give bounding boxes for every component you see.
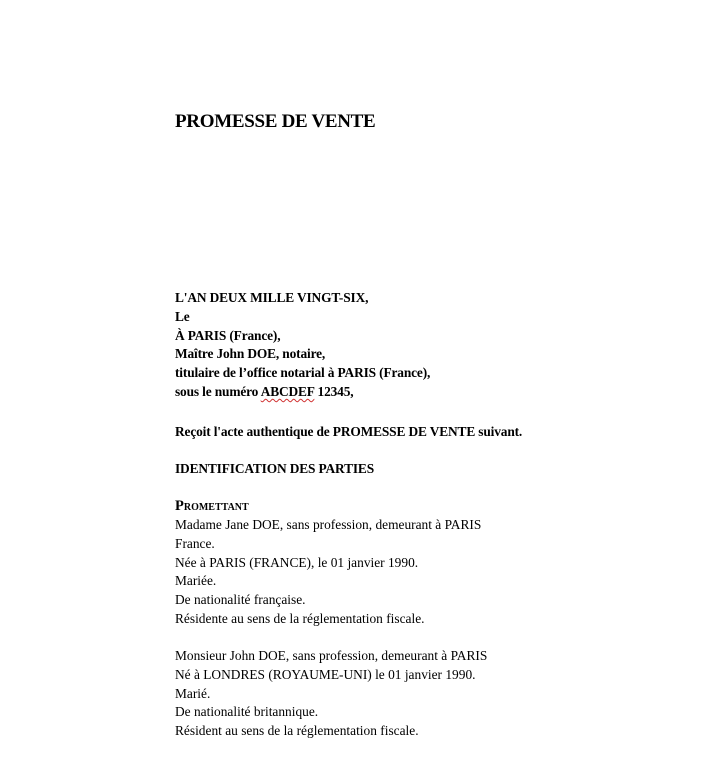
intro-number-suffix: 12345,: [317, 383, 354, 399]
party-1-residence: Résidente au sens de la réglementation fiscale.: [175, 610, 425, 626]
promettant-block: [175, 497, 249, 516]
party-2-line1: Monsieur John DOE, sans profession, demeurant à PARIS: [175, 648, 488, 663]
party-1-block: [175, 516, 481, 629]
party-1-nationality: De nationalité française.: [175, 592, 306, 608]
intro-block: [175, 289, 430, 402]
intro-date-label: Le: [175, 308, 190, 324]
recoit-text: Reçoit l'acte authentique de PROMESSE DE VENTE suivant.: [175, 424, 523, 439]
intro-office: titulaire de l’office notarial à PARIS (France),: [175, 365, 431, 381]
party-2-nationality: De nationalité britannique.: [175, 704, 319, 720]
document-title: PROMESSE DE VENTE: [175, 111, 376, 132]
recoit-block: [175, 423, 522, 442]
party-1-line2: France.: [175, 535, 215, 551]
party-2-block: [175, 647, 487, 741]
party-2-marital: Marié.: [175, 685, 211, 701]
intro-notary: Maître John DOE, notaire,: [175, 346, 326, 362]
intro-number: [175, 383, 430, 402]
party-2-residence: Résident au sens de la réglementation fiscale.: [175, 723, 419, 739]
party-1-marital: Mariée.: [175, 573, 217, 589]
party-1-line1: Madame Jane DOE, sans profession, demeurant à PARIS: [175, 517, 482, 532]
party-1-birth: Née à PARIS (FRANCE), le 01 janvier 1990.: [175, 554, 419, 570]
promettant-heading: Promettant: [175, 498, 249, 514]
identification-block: [175, 460, 374, 479]
intro-place: À PARIS (France),: [175, 327, 281, 343]
intro-number-prefix: sous le numéro: [175, 383, 259, 399]
intro-number-code: ABCDEF: [260, 383, 315, 399]
party-2-birth: Né à LONDRES (ROYAUME-UNI) le 01 janvier 1990.: [175, 666, 476, 682]
intro-year: L'AN DEUX MILLE VINGT-SIX,: [175, 290, 369, 305]
identification-heading: IDENTIFICATION DES PARTIES: [175, 461, 375, 476]
